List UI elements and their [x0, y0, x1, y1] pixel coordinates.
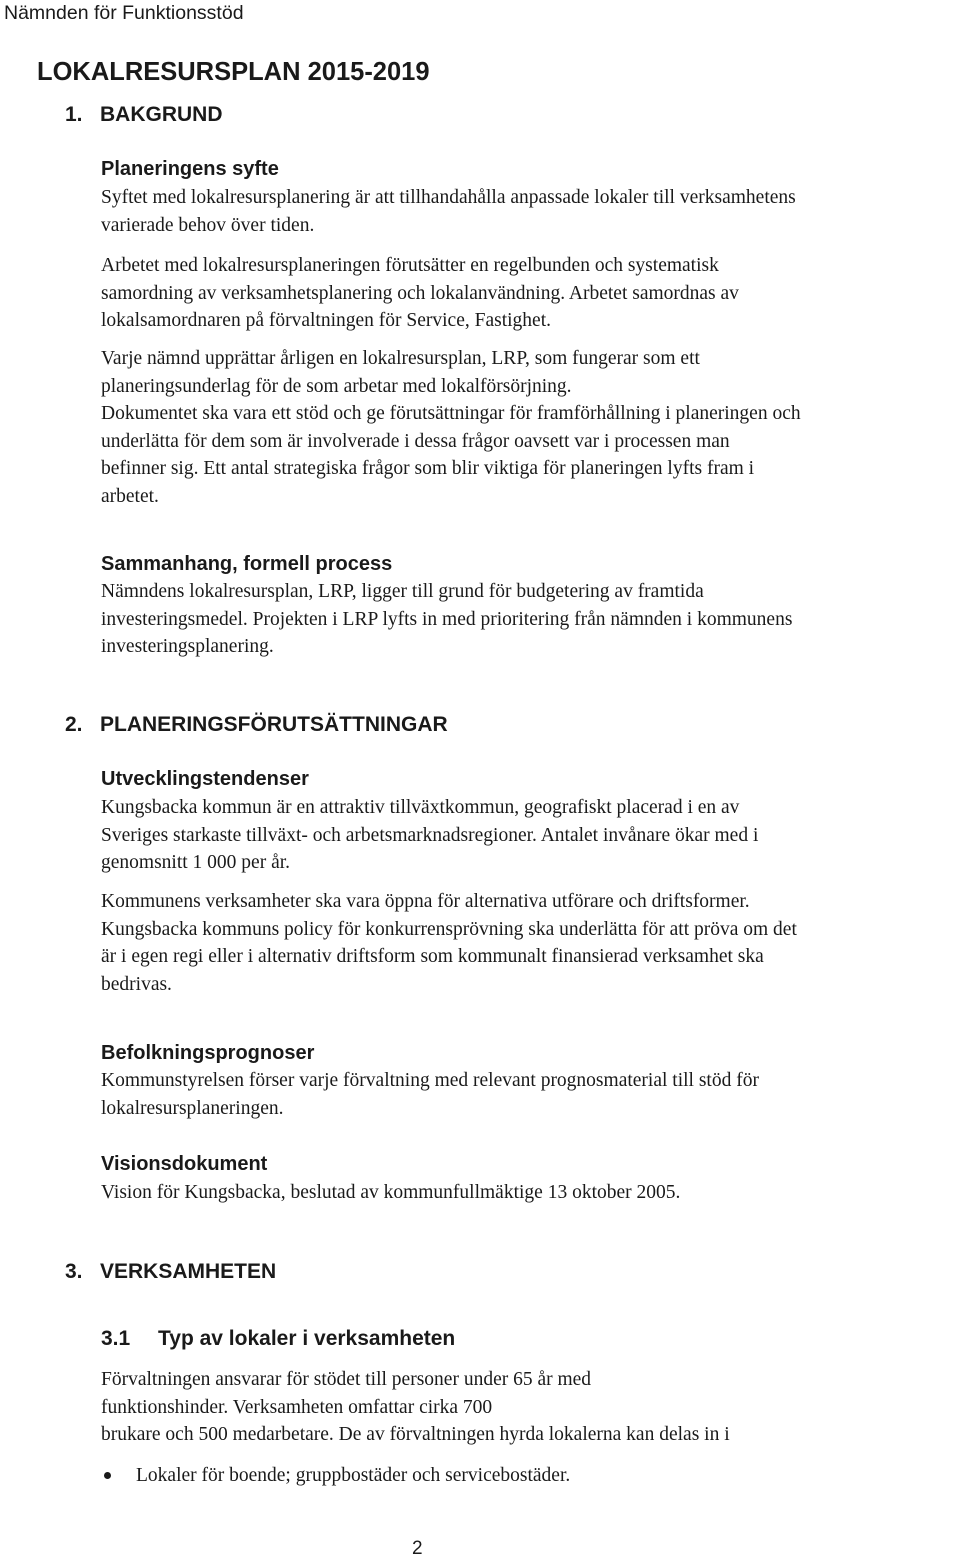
text-line: Nämndens lokalresursplan, LRP, ligger till grund för budgetering av framtida: [101, 581, 704, 602]
section-1-heading: [65, 103, 465, 131]
section-number: 1.: [65, 103, 83, 126]
text-line: Förvaltningen ansvarar för stödet till personer under 65 år med: [101, 1369, 592, 1390]
text-line: planeringsunderlag för de som arbetar med lokalförsörjning.: [101, 375, 572, 397]
text-line: arbetet.: [101, 485, 159, 507]
text-line: Kommunstyrelsen förser varje förvaltning med relevant prognosmaterial till stöd för: [101, 1070, 759, 1091]
paragraph: [101, 794, 758, 877]
section-number: 3.: [65, 1260, 83, 1283]
subheading-sammanhang: Sammanhang, formell process: [101, 553, 393, 575]
section-2-heading: [65, 713, 565, 741]
section-3-heading: [65, 1260, 465, 1288]
text-line: bedrivas.: [101, 973, 172, 995]
text-line: Syftet med lokalresursplanering är att tillhandahålla anpassade lokaler till verksamhetens: [101, 187, 796, 208]
text-line: samordning av verksamhetsplanering och lokalanvändning. Arbetet samordnas av: [101, 282, 739, 304]
text-line: Kommunens verksamheter ska vara öppna för alternativa utförare och driftsformer.: [101, 891, 750, 912]
text-line: Dokumentet ska vara ett stöd och ge förutsättningar för framförhållning i planeringen och: [101, 403, 801, 424]
text-line: är i egen regi eller i alternativ driftsform som kommunalt finansierad verksamhet ska: [101, 946, 764, 967]
subsection-number: 3.1: [101, 1327, 131, 1350]
subheading-befolkningsprognoser: Befolkningsprognoser: [101, 1042, 315, 1064]
text-line: Kungsbacka kommuns policy för konkurrensprövning ska underlätta för att pröva om det: [101, 918, 797, 940]
text-line: investeringsmedel. Projekten i LRP lyfts in med prioritering från nämnden i kommunens: [101, 608, 793, 630]
subheading-visionsdokument: Visionsdokument: [101, 1153, 268, 1175]
section-number: 2.: [65, 713, 83, 736]
paragraph: [101, 345, 801, 510]
section-title: BAKGRUND: [100, 103, 223, 126]
subsection-title: Typ av lokaler i verksamheten: [158, 1327, 456, 1350]
section-title: VERKSAMHETEN: [100, 1260, 277, 1283]
page-number: 2: [412, 1538, 423, 1559]
text-line: lokalresursplaneringen.: [101, 1097, 284, 1119]
text-line: investeringsplanering.: [101, 636, 274, 657]
subsection-3-1-heading: [101, 1327, 601, 1355]
text-line: befinner sig. Ett antal strategiska frågor som blir viktiga för planeringen lyfts fram i: [101, 458, 755, 479]
subheading-utvecklingstendenser: Utvecklingstendenser: [101, 768, 309, 790]
paragraph: [101, 578, 792, 661]
paragraph: [101, 252, 739, 335]
section-title: PLANERINGSFÖRUTSÄTTNINGAR: [100, 713, 448, 736]
text-line: Vision för Kungsbacka, beslutad av kommunfullmäktige 13 oktober 2005.: [101, 1182, 681, 1203]
bullet-icon: [104, 1472, 111, 1479]
list-item: Lokaler för boende; gruppbostäder och servicebostäder.: [136, 1465, 571, 1486]
text-line: Sveriges starkaste tillväxt- och arbetsmarknadsregioner. Antalet invånare ökar med i: [101, 824, 759, 846]
paragraph: [101, 1067, 759, 1122]
text-line: Arbetet med lokalresursplaneringen förutsätter en regelbunden och systematisk: [101, 255, 719, 276]
paragraph: [101, 1179, 680, 1207]
text-line: underlätta för dem som är involverade i dessa frågor oavsett var i processen man: [101, 430, 730, 452]
paragraph: [101, 888, 797, 998]
text-line: lokalsamordnaren på förvaltningen för Service, Fastighet.: [101, 310, 551, 331]
text-line: Kungsbacka kommun är en attraktiv tillväxtkommun, geografiskt placerad i en av: [101, 797, 740, 818]
text-line: varierade behov över tiden.: [101, 214, 315, 236]
text-line: funktionshinder. Verksamheten omfattar cirka 700: [101, 1396, 493, 1418]
text-line: genomsnitt 1 000 per år.: [101, 852, 291, 873]
paragraph: [101, 1366, 730, 1449]
text-line: Varje nämnd upprättar årligen en lokalresursplan, LRP, som fungerar som ett: [101, 348, 700, 369]
text-line: brukare och 500 medarbetare. De av förvaltningen hyrda lokalerna kan delas in i: [101, 1424, 730, 1445]
document-title: LOKALRESURSPLAN 2015-2019: [37, 58, 430, 86]
running-header: Nämnden för Funktionsstöd: [4, 2, 244, 24]
paragraph: [101, 184, 796, 239]
subheading-planeringens-syfte: Planeringens syfte: [101, 158, 279, 180]
